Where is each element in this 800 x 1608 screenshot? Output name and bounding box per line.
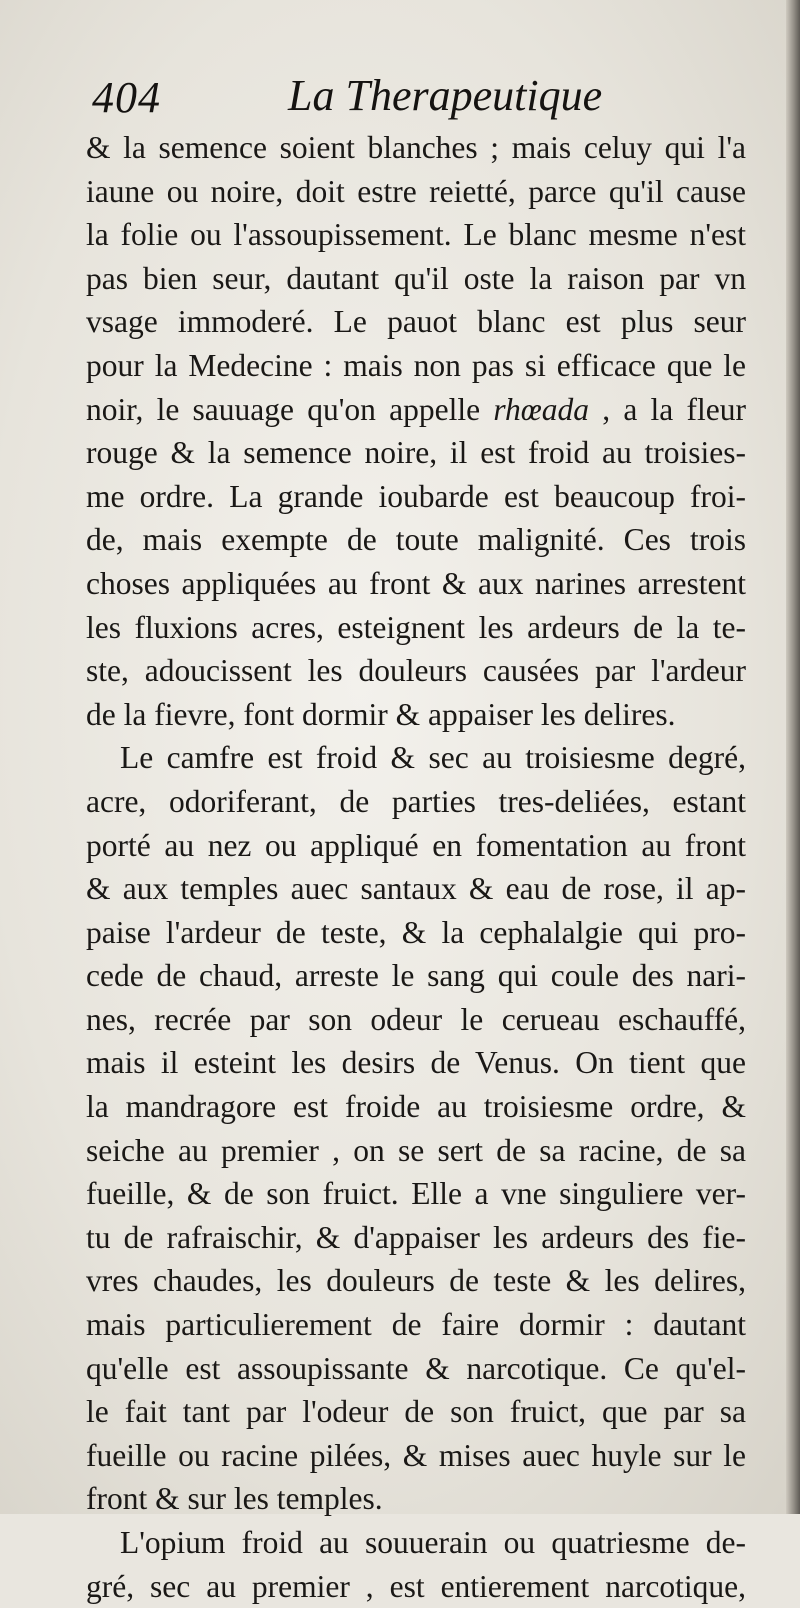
text-line: & la semence soient blanches ; mais celuy qui l'a [86,130,746,165]
page-number: 404 [92,73,161,122]
text-line: le fait tant par l'odeur de son fruict, que par sa [86,1394,746,1430]
text-line: & aux temples auec santaux & eau de rose, il ap- [86,871,746,907]
paragraph-start-line: L'opium froid au souuerain ou quatriesme de- [120,1525,746,1560]
text-line: ste, adoucissent les douleurs causées par l'ardeur [86,653,746,689]
text-line-with-italic: noir, le sauuage qu'on appelle rhœada , a la fleur [86,391,746,427]
text-line: paise l'ardeur de teste, & la cephalalgie qui pro- [86,914,746,950]
running-title: La Therapeutique [288,71,603,120]
text-line: les fluxions acres, esteignent les ardeurs de la te- [86,609,746,645]
text-line: pour la Medecine : mais non pas si efficace que le [86,347,746,383]
text-line: acre, odoriferant, de parties tres-deliées, estant [86,783,746,819]
text-line: mais particulierement de faire dormir : dautant [86,1307,746,1343]
text-line: rouge & la semence noire, il est froid au troisies- [86,435,746,471]
text-line: seiche au premier , on se sert de sa racine, de sa [86,1132,746,1168]
text-line: nes, recrée par son odeur le cerueau eschauffé, [86,1001,746,1037]
text-line: me ordre. La grande ioubarde est beaucoup froi- [86,478,746,514]
text-line: fueille, & de son fruict. Elle a vne singuliere ver- [86,1176,746,1212]
text-line: tu de rafraischir, & d'appaiser les ardeurs des fie- [86,1219,746,1255]
italic-term: rhœada [493,391,590,427]
text-line: front & sur les temples. [86,1481,383,1517]
text-line: vres chaudes, les douleurs de teste & les delires, [86,1263,746,1299]
paragraph-start-line: Le camfre est froid & sec au troisiesme degré, [120,740,746,776]
text-line: vsage immoderé. Le pauot blanc est plus seur [86,304,746,340]
page-edge-shadow [786,0,800,1514]
text-line: la folie ou l'assoupissement. Le blanc mesme n'est [86,217,746,253]
text-line: choses appliquées au front & aux narines arrestent [86,565,746,601]
text-line: iaune ou noire, doit estre reietté, parce qu'il cause [86,173,746,209]
text-line: pas bien seur, dautant qu'il oste la raison par vn [86,260,746,296]
body-text [86,126,746,1608]
text-line: gré, sec au premier , est entierement narcotique, [86,1568,746,1604]
text-line: la mandragore est froide au troisiesme ordre, & [86,1089,746,1125]
text-line: porté au nez ou appliqué en fomentation au front [86,827,746,863]
text-line: qu'elle est assoupissante & narcotique. Ce qu'el- [86,1350,746,1386]
text-line: de la fievre, font dormir & appaiser les delires. [86,696,676,732]
text-line: cede de chaud, arreste le sang qui coule des nari- [86,958,746,994]
text-line: fueille ou racine pilées, & mises auec huyle sur le [86,1437,746,1473]
text-line: de, mais exempte de toute malignité. Ces trois [86,522,746,558]
text-line: mais il esteint les desirs de Venus. On tient que [86,1045,746,1081]
page-header [88,70,748,130]
